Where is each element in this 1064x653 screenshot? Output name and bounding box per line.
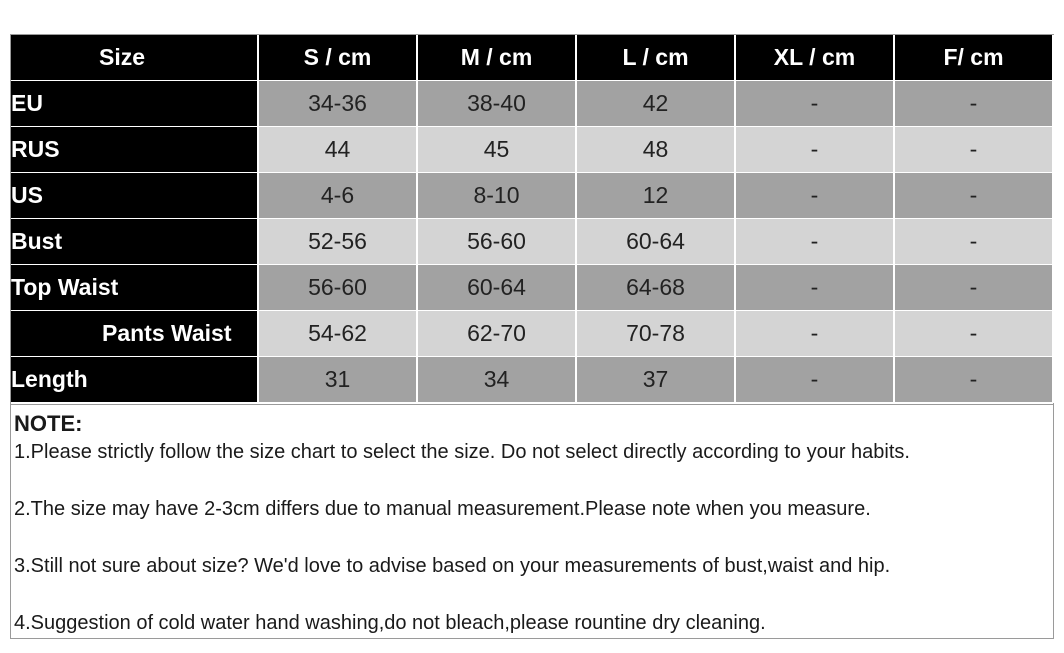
table-cell: - [894, 126, 1053, 172]
row-label: Top Waist [11, 264, 258, 310]
header-row [11, 35, 1053, 80]
header-f: F/ cm [894, 35, 1053, 80]
table-row [11, 172, 1053, 218]
table-cell: - [894, 356, 1053, 402]
table-cell: 31 [258, 356, 417, 402]
note-line: 3.Still not sure about size? We'd love to advise based on your measurements of bust,waist and hip. [14, 555, 891, 577]
table-cell: 44 [258, 126, 417, 172]
table-cell: 34-36 [258, 80, 417, 126]
row-label: RUS [11, 126, 258, 172]
table-cell: 12 [576, 172, 735, 218]
table-row [11, 218, 1053, 264]
table-row [11, 356, 1053, 402]
header-l: L / cm [576, 35, 735, 80]
table-row [11, 264, 1053, 310]
row-label: US [11, 172, 258, 218]
table-cell: 56-60 [417, 218, 576, 264]
table-cell: - [894, 310, 1053, 356]
table-cell: 38-40 [417, 80, 576, 126]
table-cell: 64-68 [576, 264, 735, 310]
table-cell: 60-64 [417, 264, 576, 310]
table-cell: - [735, 264, 894, 310]
row-label: Bust [11, 218, 258, 264]
table-cell: 70-78 [576, 310, 735, 356]
table-cell: 48 [576, 126, 735, 172]
row-label: Length [11, 356, 258, 402]
header-m: M / cm [417, 35, 576, 80]
row-label: Pants Waist [11, 310, 258, 356]
table-cell: - [735, 218, 894, 264]
note-line: 2.The size may have 2-3cm differs due to manual measurement.Please note when you measure. [14, 498, 871, 520]
header-size: Size [11, 35, 258, 80]
table-cell: 37 [576, 356, 735, 402]
table-cell: - [735, 356, 894, 402]
note-line: 4.Suggestion of cold water hand washing,do not bleach,please rountine dry cleaning. [14, 612, 766, 634]
table-row [11, 310, 1053, 356]
table-cell: - [735, 172, 894, 218]
table-cell: - [735, 126, 894, 172]
table-cell: - [894, 80, 1053, 126]
size-table [11, 35, 1054, 403]
table-cell: 34 [417, 356, 576, 402]
table-row [11, 80, 1053, 126]
size-chart [10, 34, 1054, 639]
table-cell: - [894, 172, 1053, 218]
header-s: S / cm [258, 35, 417, 80]
table-cell: - [735, 310, 894, 356]
table-cell: 54-62 [258, 310, 417, 356]
table-cell: - [894, 264, 1053, 310]
table-cell: 42 [576, 80, 735, 126]
table-cell: - [735, 80, 894, 126]
note-title: NOTE: [14, 411, 83, 436]
notes-section [11, 404, 1053, 638]
table-cell: 45 [417, 126, 576, 172]
table-cell: 62-70 [417, 310, 576, 356]
table-cell: 8-10 [417, 172, 576, 218]
note-line: 1.Please strictly follow the size chart to select the size. Do not select directly according to your habits. [14, 441, 910, 463]
table-cell: - [894, 218, 1053, 264]
row-label: EU [11, 80, 258, 126]
table-cell: 52-56 [258, 218, 417, 264]
header-xl: XL / cm [735, 35, 894, 80]
table-cell: 56-60 [258, 264, 417, 310]
table-cell: 60-64 [576, 218, 735, 264]
table-cell: 4-6 [258, 172, 417, 218]
table-row [11, 126, 1053, 172]
